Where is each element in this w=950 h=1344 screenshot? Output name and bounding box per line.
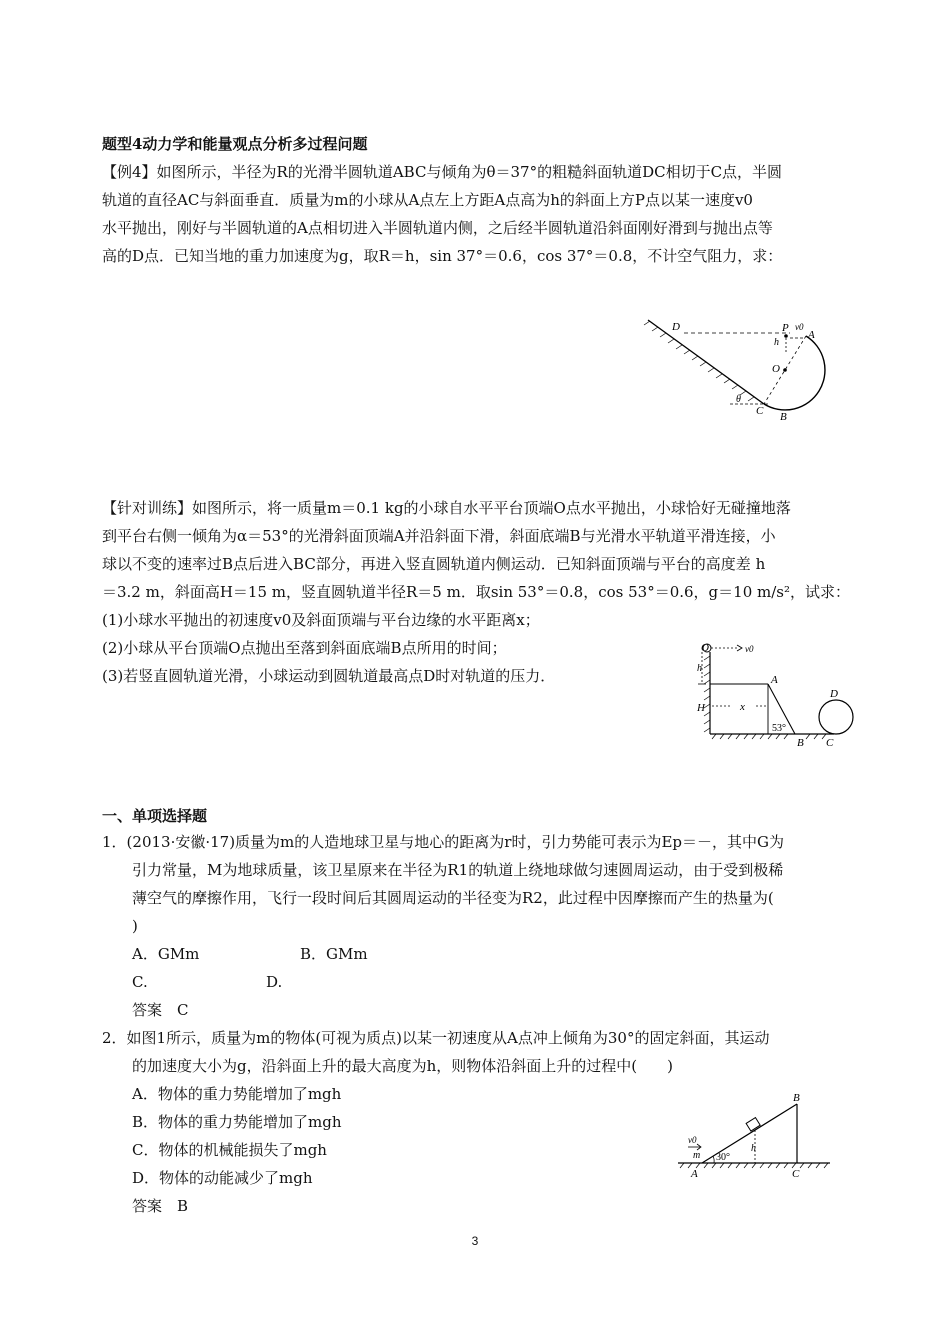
q1-option-b: B．GMm <box>300 945 368 963</box>
example-4-figure <box>640 315 840 430</box>
training-line-2: 到平台右侧一倾角为α＝53°的光滑斜面顶端A并沿斜面下滑，斜面底端B与光滑水平轨道平滑连接，小 <box>102 527 776 545</box>
section-title: 题型4动力学和能量观点分析多过程问题 <box>102 135 368 153</box>
q1-number: 1． <box>102 833 127 851</box>
q2-label-angle: 30° <box>716 1152 730 1163</box>
q1-option-a: A．GMm <box>132 945 200 963</box>
training-label-C: C <box>826 737 834 749</box>
figure-label-O: O <box>772 363 780 375</box>
training-label-O: O <box>701 642 709 654</box>
training-label-v0: v0 <box>745 644 754 654</box>
training-line-4: ＝3.2 m，斜面高H＝15 m，竖直圆轨道半径R＝5 m．取sin 53°＝0.8，cos 53°＝0.6，g＝10 m/s²，试求： <box>102 583 850 601</box>
figure-label-v0: v0 <box>795 322 804 332</box>
training-question-2: (2)小球从平台顶端O点抛出至落到斜面底端B点所用的时间； <box>102 639 507 657</box>
q2-number: 2． <box>102 1029 127 1047</box>
q2-label-m: m <box>693 1150 701 1161</box>
training-question-1: (1)小球水平抛出的初速度v0及斜面顶端与平台边缘的水平距离x； <box>102 611 540 629</box>
training-tag: 【针对训练】 <box>102 499 193 517</box>
figure-label-C: C <box>756 405 764 417</box>
example-tag: 【例4】 <box>102 163 157 181</box>
training-question-3: (3)若竖直圆轨道光滑，小球运动到圆轨道最高点D时对轨道的压力． <box>102 667 556 685</box>
page-number: 3 <box>471 1234 479 1248</box>
q2-label-h: h <box>751 1143 756 1154</box>
training-label-D: D <box>830 688 838 700</box>
example-line-3: 水平抛出，刚好与半圆轨道的A点相切进入半圆轨道内侧，之后经半圆轨道沿斜面刚好滑到与抛出点等 <box>102 219 773 237</box>
q1-answer: 答案 C <box>132 1001 189 1019</box>
training-label-A: A <box>771 674 778 686</box>
figure-label-A: A <box>808 329 815 341</box>
q2-option-c: C．物体的机械能损失了mgh <box>132 1141 327 1159</box>
q1-line-1: 1．(2013·安徽·17)质量为m的人造地球卫星与地心的距离为r时，引力势能可表示为Ep＝－，其中G为 <box>102 833 784 851</box>
figure-label-theta: θ <box>736 394 741 405</box>
q2-figure <box>675 1090 835 1185</box>
q2-label-B: B <box>793 1092 800 1104</box>
q2-answer: 答案 B <box>132 1197 189 1215</box>
training-label-angle: 53° <box>772 723 786 734</box>
q2-label-v0: v0 <box>688 1135 697 1145</box>
training-line-1: 【针对训练】如图所示，将一质量m＝0.1 kg的小球自水平平台顶端O点水平抛出，小球恰好无碰撞地落 <box>102 499 791 517</box>
training-label-x: x <box>740 701 745 713</box>
question-2 <box>102 1024 852 1080</box>
q1-line-3: 薄空气的摩擦作用，飞行一段时间后其圆周运动的半径变为R2，此过程中因摩擦而产生的热量为( <box>132 889 774 907</box>
q1-line-2: 引力常量，M为地球质量，该卫星原来在半径为R1的轨道上绕地球做匀速圆周运动，由于受到极稀 <box>132 861 784 879</box>
q1-option-c: C. <box>132 973 148 991</box>
q2-option-a: A．物体的重力势能增加了mgh <box>132 1085 342 1103</box>
example-line-2: 轨道的直径AC与斜面垂直．质量为m的小球从A点左上方距A点高为h的斜面上方P点以某一速度v0 <box>102 191 753 209</box>
training-figure <box>690 638 855 753</box>
q1-line-4: ) <box>132 917 138 935</box>
training-label-B: B <box>797 737 804 749</box>
question-1 <box>102 828 852 940</box>
figure-label-B: B <box>780 411 787 423</box>
training-label-H: H <box>697 702 705 714</box>
training-label-h: h <box>697 663 702 674</box>
q2-option-b: B．物体的重力势能增加了mgh <box>132 1113 342 1131</box>
figure-label-h: h <box>774 337 779 348</box>
figure-label-P: P <box>782 322 789 334</box>
q2-label-C: C <box>792 1168 800 1180</box>
q2-option-d: D．物体的动能减少了mgh <box>132 1169 313 1187</box>
example-line-4: 高的D点．已知当地的重力加速度为g，取R＝h，sin 37°＝0.6，cos 37°＝0.8，不计空气阻力，求： <box>102 247 783 265</box>
section-heading: 一、单项选择题 <box>102 807 208 825</box>
q1-option-d: D. <box>266 973 283 991</box>
figure-label-D: D <box>672 321 680 333</box>
q2-line-1: 2．如图1所示，质量为m的物体(可视为质点)以某一初速度从A点冲上倾角为30°的固定斜面，其运动 <box>102 1029 770 1047</box>
q2-line-2: 的加速度大小为g，沿斜面上升的最大高度为h，则物体沿斜面上升的过程中( ) <box>132 1057 673 1075</box>
training-line-3: 球以不变的速率过B点后进入BC部分，再进入竖直圆轨道内侧运动．已知斜面顶端与平台的高度差 h <box>102 555 766 573</box>
example-4-text <box>102 158 852 270</box>
q2-label-A: A <box>691 1168 698 1180</box>
example-line-1: 【例4】如图所示，半径为R的光滑半圆轨道ABC与倾角为θ＝37°的粗糙斜面轨道DC相切于C点，半圆 <box>102 163 783 181</box>
